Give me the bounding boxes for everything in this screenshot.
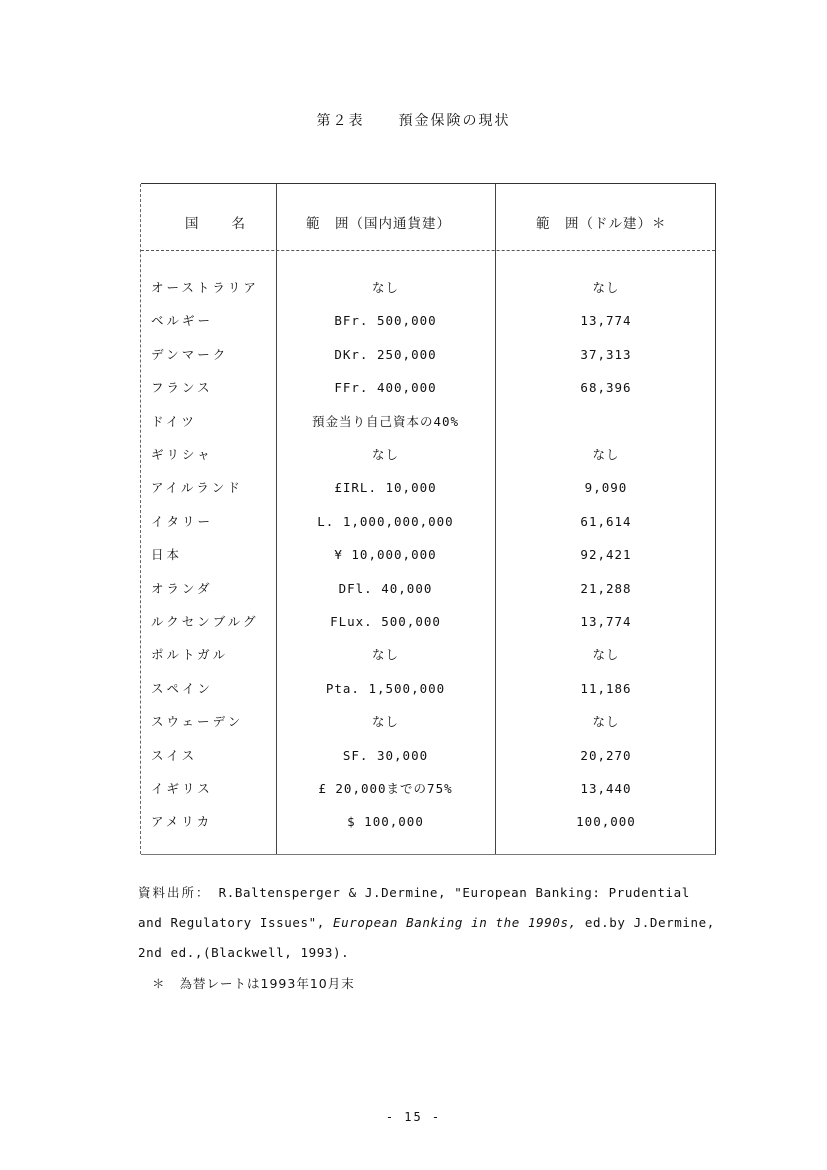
local-coverage-cell: SF. 30,000: [342, 747, 429, 763]
usd-coverage-cell: 100,000: [576, 814, 636, 830]
usd-coverage-cell: 11,186: [580, 680, 632, 696]
country-cell: アメリカ: [151, 814, 213, 830]
source-book-title: European Banking in the 1990s,: [333, 915, 577, 930]
local-coverage-cell: DKr. 250,000: [334, 346, 437, 362]
local-coverage-cell: £IRL. 10,000: [334, 480, 437, 496]
table-row: [141, 646, 715, 679]
table-row: [141, 279, 715, 312]
country-cell: スイス: [151, 747, 198, 763]
country-cell: イギリス: [151, 781, 213, 796]
table-row: [141, 513, 715, 546]
table-row: [141, 747, 715, 780]
usd-coverage-cell: 9,090: [584, 480, 628, 496]
country-cell: ベルギー: [151, 313, 214, 329]
country-cell: デンマーク: [151, 346, 229, 362]
country-cell: スペイン: [151, 680, 214, 696]
deposit-insurance-table: [141, 183, 716, 855]
local-coverage-cell: L. 1,000,000,000: [317, 513, 454, 529]
country-cell: スウェーデン: [151, 714, 244, 730]
header-country: 国 名: [185, 216, 246, 232]
local-coverage-cell: BFr. 500,000: [334, 313, 437, 329]
country-cell: オーストラリア: [151, 280, 259, 295]
usd-coverage-cell: 68,396: [580, 380, 632, 396]
table-row: [141, 379, 715, 412]
table-row: [141, 546, 715, 579]
usd-coverage-cell: 13,774: [580, 313, 632, 329]
country-cell: イタリー: [151, 513, 214, 529]
local-coverage-cell: Pta. 1,500,000: [325, 680, 446, 696]
usd-coverage-cell: 92,421: [580, 547, 632, 563]
country-cell: ポルトガル: [151, 647, 229, 663]
local-coverage-cell: なし: [371, 647, 399, 663]
local-coverage-cell: £ 20,000までの75%: [318, 781, 453, 796]
country-cell: 日本: [151, 547, 183, 563]
local-coverage-cell: なし: [371, 280, 399, 295]
source-label: 資料出所：: [138, 885, 211, 900]
usd-coverage-cell: 37,313: [580, 346, 632, 362]
source-line-1: R.Baltensperger & J.Dermine, "European Banking: Prudential: [210, 885, 690, 900]
source-line-3: 2nd ed.,(Blackwell, 1993).: [138, 945, 350, 960]
local-coverage-cell: ¥ 10,000,000: [334, 547, 437, 563]
usd-coverage-cell: なし: [592, 647, 620, 663]
local-coverage-cell: $ 100,000: [347, 814, 424, 830]
country-cell: アイルランド: [151, 480, 243, 496]
usd-coverage-cell: 20,270: [580, 747, 632, 763]
usd-coverage-cell: なし: [592, 447, 620, 462]
country-cell: オランダ: [151, 580, 213, 596]
table-row: [141, 312, 715, 345]
usd-coverage-cell: 13,774: [580, 614, 632, 629]
header-local-currency: 範 囲（国内通貨建）: [306, 216, 451, 232]
local-coverage-cell: DFl. 40,000: [338, 580, 433, 596]
usd-coverage-cell: 21,288: [580, 580, 632, 596]
header-usd: 範 囲（ドル建）＊: [536, 216, 667, 232]
usd-coverage-cell: なし: [592, 714, 620, 730]
table-number: 第２表: [316, 113, 365, 129]
table-row: [141, 446, 715, 479]
usd-coverage-cell: なし: [592, 280, 620, 295]
usd-coverage-cell: 61,614: [580, 513, 632, 529]
table-row: [141, 813, 715, 846]
source-line-2a: and Regulatory Issues",: [138, 915, 334, 930]
source-citation: [138, 878, 738, 968]
country-cell: フランス: [151, 380, 213, 396]
table-caption: 預金保険の現状: [398, 113, 511, 129]
table-row: [141, 346, 715, 379]
footnote: [152, 974, 355, 992]
local-coverage-cell: FFr. 400,000: [334, 380, 437, 396]
table-row: [141, 479, 715, 512]
footnote-text: 為替レートは1993年10月末: [179, 976, 355, 991]
table-row: [141, 613, 715, 646]
page-number: - 15 -: [385, 1110, 442, 1124]
table-row: [141, 680, 715, 713]
table-row: [141, 780, 715, 813]
table-row: [141, 713, 715, 746]
country-cell: ギリシャ: [151, 447, 213, 462]
source-line-2b: ed.by J.Dermine,: [576, 915, 715, 930]
local-coverage-cell: 預金当り自己資本の40%: [311, 413, 460, 429]
usd-coverage-cell: 13,440: [580, 781, 632, 796]
country-cell: ルクセンブルグ: [151, 614, 259, 629]
table-title: [0, 110, 827, 130]
country-cell: ドイツ: [151, 413, 197, 429]
local-coverage-cell: なし: [371, 447, 399, 462]
table-row: [141, 580, 715, 613]
footnote-marker: ＊: [152, 976, 166, 991]
local-coverage-cell: なし: [371, 714, 399, 730]
table-row: [141, 413, 715, 446]
local-coverage-cell: FLux. 500,000: [330, 614, 441, 629]
